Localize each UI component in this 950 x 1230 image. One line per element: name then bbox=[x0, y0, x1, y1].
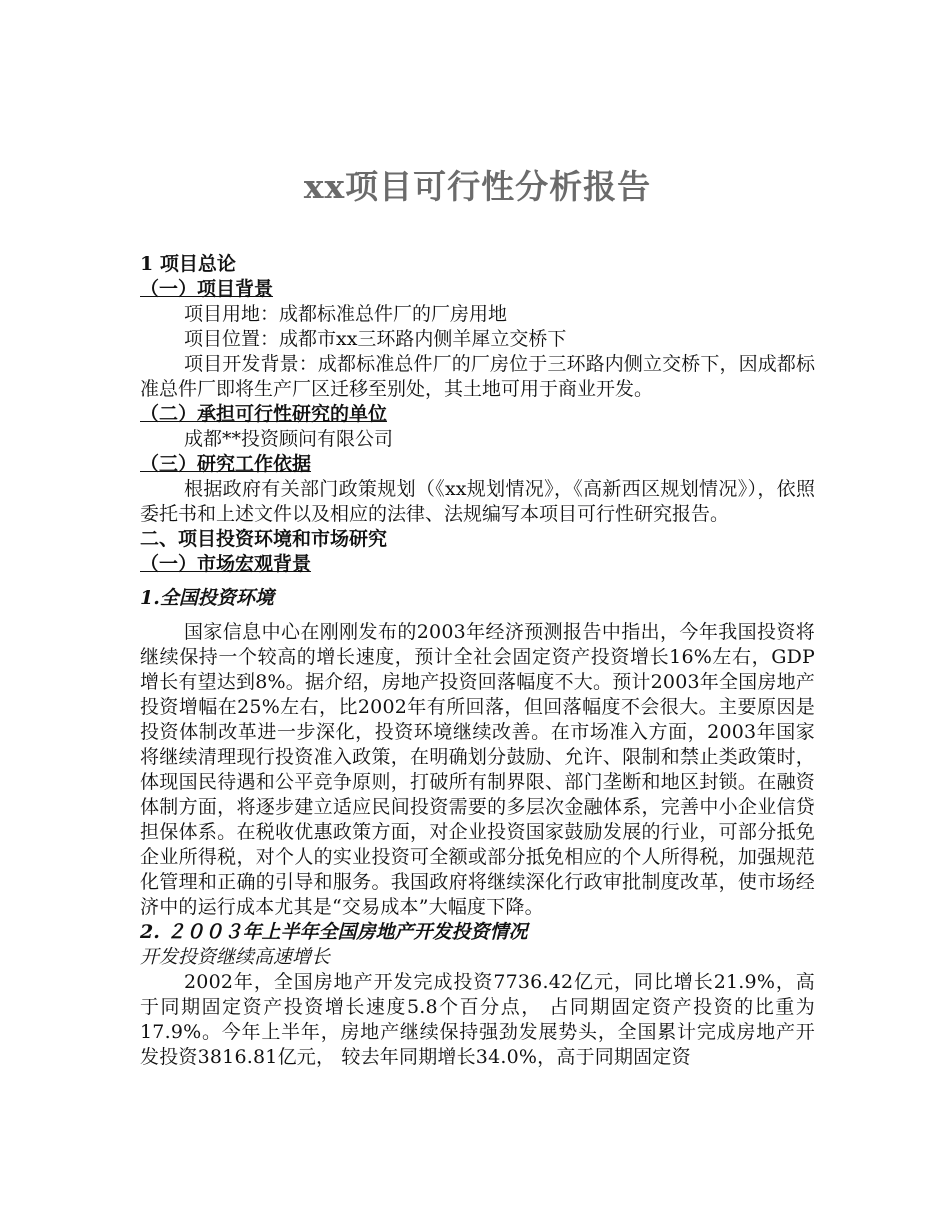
paragraph-location: 项目位置：成都市xx三环路内侧羊犀立交桥下 bbox=[184, 328, 567, 350]
section-2-heading: 二、项目投资环境和市场研究 bbox=[140, 528, 388, 550]
subheading-growth: 开发投资继续高速增长 bbox=[140, 946, 331, 968]
paragraph-land: 项目用地：成都标准总件厂的厂房用地 bbox=[184, 303, 508, 325]
heading-national-investment: 1.全国投资环境 bbox=[140, 587, 274, 609]
paragraph-unit: 成都**投资顾问有限公司 bbox=[184, 428, 394, 450]
paragraph-national-investment: 国家信息中心在刚刚发布的2003年经济预测报告中指出，今年我国投资将继续保持一个较高的增长速度，预计全社会固定资产投资增长16%左右，GDP增长有望达到8%。据介绍，房地产投资回落幅度不大。预计2003年全国房地产投资增幅在25%左右，比2002年有所回落，但回落幅度不会很大。主要原因是投资体制改革进一步深化，投资环境继续改善。在市场准入方面，2003年国家将继续清理现行投资准入政策，在明确划分鼓励、允许、限制和禁止类政策时，体现国民待遇和公平竞争原则，打破所有制界限、部门垄断和地区封锁。在融资体制方面，将逐步建立适应民间投资需要的多层次金融体系，完善中小企业信贷担保体系。在税收优惠政策方面，对企业投资国家鼓励发展的行业，可部分抵免企业所得税，对个人的实业投资可全额或部分抵免相应的个人所得税，加强规范化管理和正确的引导和服务。我国政府将继续深化行政审批制度改革，使市场经济中的运行成本尤其是“交易成本”大幅度下降。 bbox=[140, 621, 815, 918]
section-1-sub-background: （一）项目背景 bbox=[140, 278, 274, 300]
document-body bbox=[140, 252, 815, 1070]
section-1-heading: 1 项目总论 bbox=[140, 253, 236, 275]
section-2-sub-macro: （一）市场宏观背景 bbox=[140, 553, 312, 575]
paragraph-basis: 根据政府有关部门政策规划（《xx规划情况》，《高新西区规划情况》），依照委托书和上述文件以及相应的法律、法规编写本项目可行性研究报告。 bbox=[140, 478, 815, 525]
paragraph-background: 项目开发背景：成都标准总件厂的厂房位于三环路内侧立交桥下，因成都标准总件厂即将生产厂区迁移至别处，其土地可用于商业开发。 bbox=[140, 353, 815, 400]
section-1-sub-basis: （三）研究工作依据 bbox=[140, 453, 312, 475]
document-title: xx项目可行性分析报告 bbox=[303, 167, 652, 206]
heading-2003-real-estate: 2. ２００３年上半年全国房地产开发投资情况 bbox=[140, 921, 528, 943]
paragraph-2002-investment: 2002年，全国房地产开发完成投资7736.42亿元，同比增长21.9%，高于同期固定资产投资增长速度5.8个百分点， 占同期固定资产投资的比重为17.9%。今年上半年，房地产继续保持强劲发展势头，全国累计完成房地产开发投资3816.81亿元， 较去年同期增长34.0%，高于同期固定资 bbox=[140, 971, 815, 1068]
section-1-sub-unit: （二）承担可行性研究的单位 bbox=[140, 403, 388, 425]
